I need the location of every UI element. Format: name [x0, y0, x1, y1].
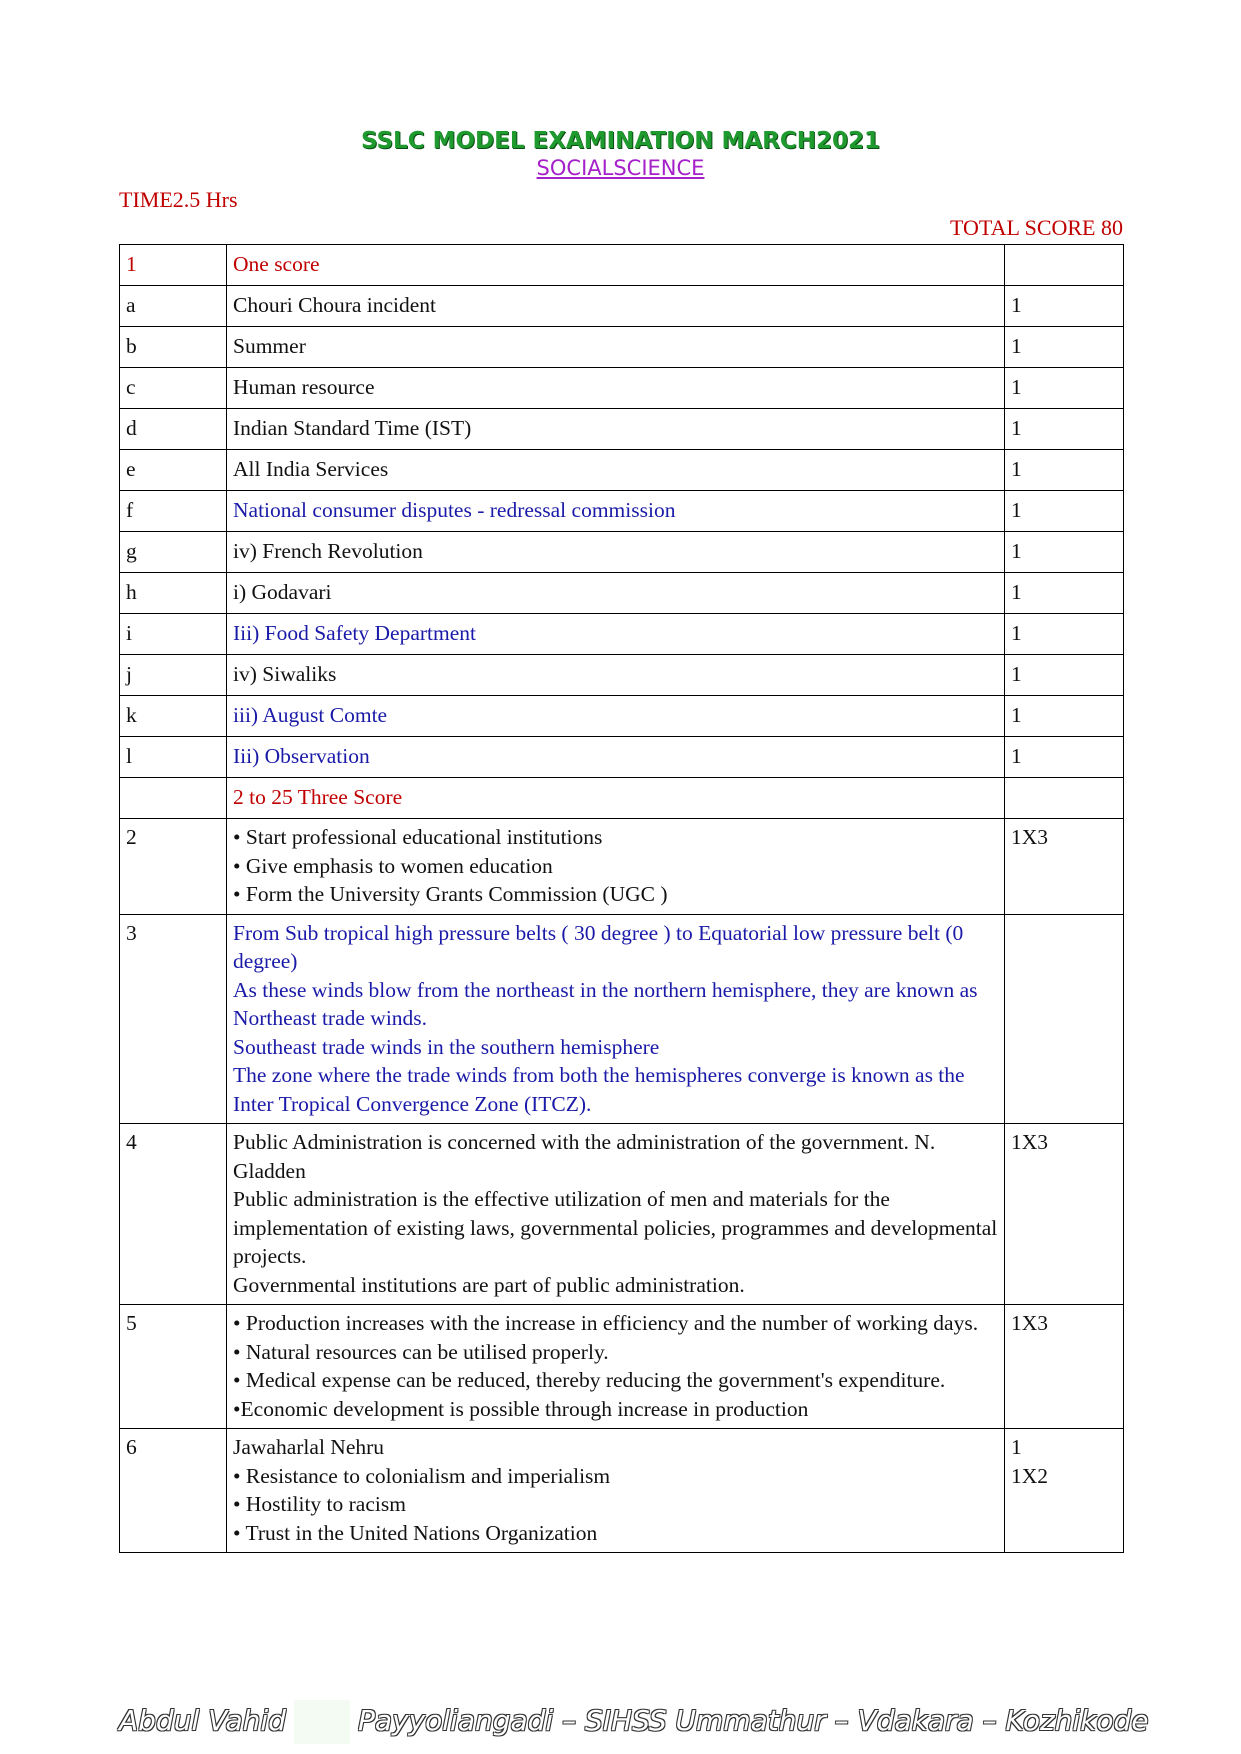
table-row	[120, 532, 1124, 573]
question-number: 3	[120, 914, 227, 1124]
answer-line: Southeast trade winds in the southern hemisphere	[233, 1034, 660, 1059]
question-number: j	[120, 655, 227, 696]
answer-cell	[227, 914, 1005, 1124]
footer-author: Abdul Vahid	[119, 1704, 286, 1737]
answer-cell	[227, 286, 1005, 327]
table-row	[120, 1429, 1124, 1553]
question-number: e	[120, 450, 227, 491]
table-row	[120, 368, 1124, 409]
answer-line: i) Godavari	[233, 580, 332, 604]
answer-line: Human resource	[233, 375, 375, 399]
answer-cell	[227, 245, 1005, 286]
answer-cell	[227, 737, 1005, 778]
answer-line: Iii) Observation	[233, 744, 370, 768]
exam-title: SSLC MODEL EXAMINATION MARCH2021	[360, 128, 881, 154]
table-row	[120, 655, 1124, 696]
answer-cell	[227, 327, 1005, 368]
question-number: l	[120, 737, 227, 778]
answer-line: iv) Siwaliks	[233, 662, 337, 686]
score-value: 1	[1011, 580, 1022, 604]
score-cell	[1005, 409, 1124, 450]
answer-cell	[227, 1124, 1005, 1305]
score-value: 1	[1011, 703, 1022, 727]
score-cell	[1005, 245, 1124, 286]
total-score: TOTAL SCORE 80	[949, 215, 1123, 240]
question-number: i	[120, 614, 227, 655]
table-row	[120, 450, 1124, 491]
answer-cell	[227, 573, 1005, 614]
answer-line: • Give emphasis to women education	[233, 853, 553, 878]
answer-cell	[227, 614, 1005, 655]
question-number: k	[120, 696, 227, 737]
answer-key-table	[119, 244, 1124, 1553]
score-cell	[1005, 655, 1124, 696]
footer-logo-gap	[294, 1700, 350, 1744]
question-number: 1	[120, 245, 227, 286]
answer-line: Chouri Choura incident	[233, 293, 437, 317]
question-number: b	[120, 327, 227, 368]
score-value: 1	[1011, 457, 1022, 481]
score-cell	[1005, 737, 1124, 778]
answer-cell	[227, 409, 1005, 450]
answer-line: Iii) Food Safety Department	[233, 621, 477, 645]
answer-cell	[227, 450, 1005, 491]
table-row	[120, 409, 1124, 450]
answer-line: • Hostility to racism	[233, 1492, 406, 1516]
score-cell	[1005, 914, 1124, 1124]
answer-line: Jawaharlal Nehru	[233, 1435, 385, 1459]
answer-line: •Economic development is possible through increase in production	[233, 1396, 809, 1421]
score-cell	[1005, 327, 1124, 368]
question-number: d	[120, 409, 227, 450]
answer-line: • Resistance to colonialism and imperialism	[233, 1463, 611, 1488]
score-value: 1	[1011, 539, 1022, 563]
answer-line: • Natural resources can be utilised properly.	[233, 1339, 609, 1364]
table-row	[120, 491, 1124, 532]
score-cell	[1005, 696, 1124, 737]
footer-place: Payyoliangadi – SIHSS Ummathur – Vdakara – Kozhikode	[357, 1704, 1149, 1737]
footer	[119, 1700, 1149, 1744]
table-row	[120, 286, 1124, 327]
exam-time: TIME2.5 Hrs	[119, 187, 238, 212]
score-cell	[1005, 1429, 1124, 1553]
answer-cell	[227, 655, 1005, 696]
score-cell	[1005, 1124, 1124, 1305]
table-row	[120, 696, 1124, 737]
answer-line: Public administration is the effective utilization of men and materials for the implementation of existing laws, governmental policies, programmes and developmental projects.	[233, 1187, 998, 1268]
score-value: 1	[1011, 662, 1022, 686]
answer-line: As these winds blow from the northeast in the northern hemisphere, they are known as Northeast trade winds.	[233, 977, 978, 1030]
answer-cell	[227, 778, 1005, 819]
table-row	[120, 327, 1124, 368]
score-value: 1X3	[1011, 825, 1049, 849]
subject-title: SOCIALSCIENCE	[536, 156, 705, 180]
score-cell	[1005, 286, 1124, 327]
answer-line: The zone where the trade winds from both the hemispheres converge is known as the Inter Tropical Convergence Zone (ITCZ).	[233, 1063, 965, 1116]
answer-line: • Form the University Grants Commission (UGC )	[233, 882, 668, 906]
score-value: 1	[1011, 498, 1022, 522]
score-value: 1	[1011, 334, 1022, 358]
question-number: 5	[120, 1305, 227, 1429]
score-cell	[1005, 491, 1124, 532]
answer-cell	[227, 368, 1005, 409]
table-row	[120, 1124, 1124, 1305]
answer-cell	[227, 819, 1005, 915]
score-cell	[1005, 1305, 1124, 1429]
answer-line: iv) French Revolution	[233, 539, 423, 563]
answer-cell	[227, 1429, 1005, 1553]
answer-line: Governmental institutions are part of public administration.	[233, 1272, 745, 1297]
answer-line: iii) August Comte	[233, 703, 388, 727]
answer-line: All India Services	[233, 457, 389, 481]
table-row	[120, 245, 1124, 286]
score-value: 1X2	[1011, 1463, 1049, 1488]
question-number: h	[120, 573, 227, 614]
answer-cell	[227, 1305, 1005, 1429]
question-number: 6	[120, 1429, 227, 1553]
table-row	[120, 914, 1124, 1124]
score-cell	[1005, 819, 1124, 915]
answer-line: • Start professional educational institutions	[233, 825, 603, 849]
answer-line: Public Administration is concerned with the administration of the government. N. Gladden	[233, 1130, 936, 1183]
answer-line: One score	[233, 252, 320, 276]
question-number	[120, 778, 227, 819]
score-value: 1	[1011, 1435, 1022, 1459]
answer-line: Summer	[233, 334, 306, 358]
table-row	[120, 737, 1124, 778]
score-value: 1	[1011, 621, 1022, 645]
score-cell	[1005, 614, 1124, 655]
answer-cell	[227, 696, 1005, 737]
answer-cell	[227, 491, 1005, 532]
score-value: 1X3	[1011, 1130, 1049, 1154]
answer-line: 2 to 25 Three Score	[233, 785, 403, 809]
question-number: g	[120, 532, 227, 573]
question-number: 4	[120, 1124, 227, 1305]
score-cell	[1005, 368, 1124, 409]
question-number: f	[120, 491, 227, 532]
score-value: 1	[1011, 375, 1022, 399]
score-cell	[1005, 450, 1124, 491]
answer-cell	[227, 532, 1005, 573]
table-row	[120, 573, 1124, 614]
table-row	[120, 1305, 1124, 1429]
question-number: a	[120, 286, 227, 327]
question-number: 2	[120, 819, 227, 915]
answer-line: • Production increases with the increase in efficiency and the number of working days.	[233, 1311, 979, 1335]
answer-line: • Medical expense can be reduced, thereby reducing the government's expenditure.	[233, 1368, 946, 1392]
table-row	[120, 778, 1124, 819]
table-row	[120, 614, 1124, 655]
score-cell	[1005, 532, 1124, 573]
answer-line: From Sub tropical high pressure belts ( 30 degree ) to Equatorial low pressure belt (0 degree)	[233, 920, 964, 973]
answer-line: • Trust in the United Nations Organization	[233, 1520, 598, 1545]
table-row	[120, 819, 1124, 915]
score-value: 1X3	[1011, 1311, 1049, 1335]
score-value: 1	[1011, 293, 1022, 317]
score-value: 1	[1011, 744, 1022, 768]
answer-line: Indian Standard Time (IST)	[233, 416, 472, 440]
question-number: c	[120, 368, 227, 409]
score-cell	[1005, 778, 1124, 819]
answer-rows	[120, 245, 1124, 1553]
score-value: 1	[1011, 416, 1022, 440]
score-cell	[1005, 573, 1124, 614]
answer-line: National consumer disputes - redressal commission	[233, 498, 676, 522]
